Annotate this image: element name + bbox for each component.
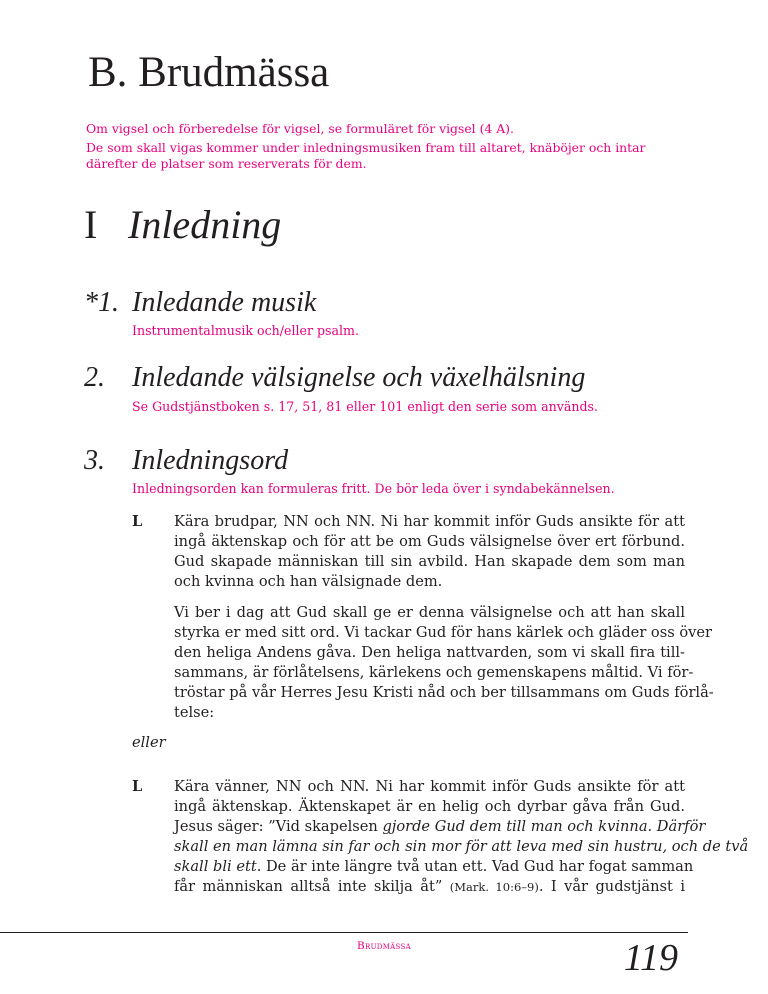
intro-rubric-line-1: Om vigsel och förberedelse för vigsel, se formuläret för vigsel (4 A). — [86, 121, 514, 136]
paragraph-3-line: ingå äktenskap. Äktenskapet är en helig och dyrbar gåva från Gud. — [174, 798, 685, 815]
paragraph-2 — [174, 603, 714, 723]
part-number: I — [84, 202, 98, 247]
paragraph-1-line: Gud skapade människan till sin avbild. Han skapade dem som man — [174, 553, 685, 570]
paragraph-3 — [174, 777, 749, 897]
paragraph-1-line: Kära brudpar, NN och NN. Ni har kommit inför Guds ansikte för att — [174, 513, 685, 530]
footer-rule — [0, 932, 688, 933]
paragraph-2-line: styrka er med sitt ord. Vi tackar Gud för hans kärlek och gläder oss över — [174, 624, 712, 641]
section-1-title: Inledande musik — [132, 287, 317, 318]
part-heading — [84, 198, 281, 252]
section-3-number: 3. — [84, 445, 105, 476]
speaker-label-1: L — [132, 513, 143, 530]
part-title: Inledning — [128, 202, 282, 247]
paragraph-3-line: Kära vänner, NN och NN. Ni har kommit inför Guds ansikte för att — [174, 778, 685, 795]
speaker-label-2: L — [132, 778, 143, 795]
paragraph-3-line — [174, 837, 749, 857]
paragraph-3-line — [174, 877, 685, 897]
paragraph-1-line: och kvinna och han välsignade dem. — [174, 573, 443, 590]
page-number: 119 — [623, 937, 678, 979]
running-footer: Brudmässa — [357, 940, 411, 952]
section-2-rubric: Se Gudstjänstboken s. 17, 51, 81 eller 101 enligt den serie som används. — [132, 399, 598, 414]
section-3-title: Inledningsord — [132, 445, 289, 476]
paragraph-2-line: Vi ber i dag att Gud skall ge er denna välsignelse och att han skall — [174, 604, 685, 621]
paragraph-2-line: tröstar på vår Herres Jesu Kristi nåd och ber tillsammans om Guds förlå- — [174, 684, 714, 701]
paragraph-1-line: ingå äktenskap och för att be om Guds välsignelse över ert förbund. — [174, 533, 685, 550]
paragraph-text: får människan alltså inte skilja åt” — [174, 878, 450, 895]
scripture-quote: gjorde Gud dem till man och kvinna. Därför — [382, 818, 706, 835]
scripture-quote: skall bli ett — [174, 858, 257, 875]
section-1-number: *1. — [84, 287, 119, 318]
section-2-number: 2. — [84, 362, 105, 393]
bible-reference: (Mark. 10:6–9) — [449, 880, 539, 894]
intro-rubric-line-3: därefter de platser som reserverats för dem. — [86, 156, 367, 171]
section-1-rubric: Instrumentalmusik och/eller psalm. — [132, 323, 360, 338]
section-2-title: Inledande välsignelse och växelhälsning — [132, 362, 586, 393]
paragraph-2-line: sammans, är förlåtelsens, kärlekens och gemenskapens måltid. Vi för- — [174, 664, 694, 681]
paragraph-3-line — [174, 857, 694, 877]
paragraph-text: . De är inte längre två utan ett. Vad Gud har fogat samman — [256, 858, 694, 875]
scripture-quote: skall en man lämna sin far och sin mor för att leva med sin hustru, och de två — [174, 838, 749, 855]
paragraph-2-line: telse: — [174, 704, 215, 721]
paragraph-2-line: den heliga Andens gåva. Den heliga nattvarden, som vi skall fira till- — [174, 644, 685, 661]
alternative-marker: eller — [132, 734, 166, 751]
intro-rubric-line-2: De som skall vigas kommer under inledningsmusiken fram till altaret, knäböjer och intar — [86, 140, 646, 155]
document-title: B. Brudmässa — [88, 49, 330, 96]
section-3-rubric: Inledningsorden kan formuleras fritt. De bör leda över i syndabekännelsen. — [132, 481, 615, 496]
paragraph-text: . I vår gudstjänst i — [538, 878, 685, 895]
paragraph-3-line — [174, 817, 706, 837]
quote-intro: Jesus säger: ”Vid skapelsen — [174, 818, 383, 835]
paragraph-1 — [174, 512, 685, 592]
